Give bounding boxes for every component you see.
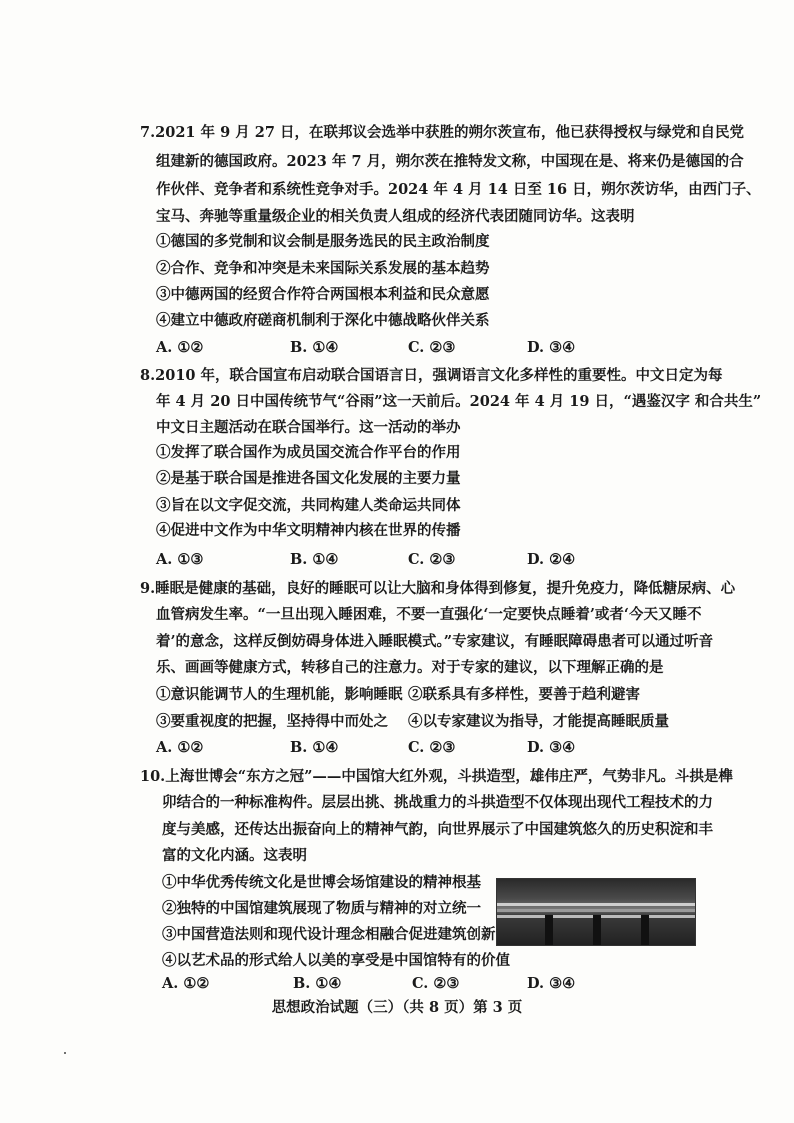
q7-choice-a[interactable]: A. ①② <box>156 339 204 356</box>
q8-line-3: 中文日主题活动在联合国举行。这一活动的举办 <box>156 419 461 436</box>
q9-line-4: 乐、画画等健康方式，转移自己的注意力。对于专家的建议，以下理解正确的是 <box>156 659 664 676</box>
page-footer: 思想政治试题（三）（共 8 页）第 3 页 <box>271 999 523 1016</box>
q7-line-4: 宝马、奔驰等重量级企业的相关负责人组成的经济代表团随同访华。这表明 <box>156 208 635 225</box>
scan-speck <box>64 1052 66 1054</box>
q9-choice-d[interactable]: D. ③④ <box>527 739 576 756</box>
q9-option-3: ③要重视度的把握，坚持得中而处之 <box>156 713 388 730</box>
q10-choice-d[interactable]: D. ③④ <box>527 975 576 992</box>
q7-line-1: 7.2021 年 9 月 27 日，在联邦议会选举中获胜的朔尔茨宣布，他已获得授权与绿党和自民党 <box>140 124 744 141</box>
q10-line-2: 卯结合的一种标准构件。层层出挑、挑战重力的斗拱造型不仅体现出现代工程技术的力 <box>162 794 713 811</box>
q7-line-2: 组建新的德国政府。2023 年 7 月，朔尔茨在推特发文称，中国现在是、将来仍是德国的合 <box>156 153 744 170</box>
q7-choice-c[interactable]: C. ②③ <box>408 339 456 356</box>
q8-line-1: 8.2010 年，联合国宣布启动联合国语言日，强调语言文化多样性的重要性。中文日定为每 <box>140 367 723 384</box>
q10-choice-a[interactable]: A. ①② <box>162 975 210 992</box>
q9-option-4: ④以专家建议为指导，才能提高睡眠质量 <box>408 713 669 730</box>
q9-option-1: ①意识能调节人的生理机能，影响睡眠 <box>156 686 403 703</box>
q9-line-2: 血管病发生率。“一旦出现入睡困难，不要一直强化‘一定要快点睡着’或者‘今天又睡不 <box>156 606 702 623</box>
q10-line-4: 富的文化内涵。这表明 <box>162 847 307 864</box>
china-pavilion-photo <box>496 878 696 946</box>
q7-option-4: ④建立中德政府磋商机制利于深化中德战略伙伴关系 <box>156 312 490 329</box>
q10-line-1: 10.上海世博会“东方之冠”——中国馆大红外观，斗拱造型，雄伟庄严，气势非凡。斗拱是榫 <box>140 768 733 785</box>
q10-option-2: ②独特的中国馆建筑展现了物质与精神的对立统一 <box>162 900 481 917</box>
q7-option-2: ②合作、竞争和冲突是未来国际关系发展的基本趋势 <box>156 260 490 277</box>
q9-choice-c[interactable]: C. ②③ <box>408 739 456 756</box>
q10-option-4: ④以艺术品的形式给人以美的享受是中国馆特有的价值 <box>162 952 510 969</box>
q10-option-3: ③中国营造法则和现代设计理念相融合促进建筑创新 <box>162 926 496 943</box>
q10-option-1: ①中华优秀传统文化是世博会场馆建设的精神根基 <box>162 874 481 891</box>
q8-line-2: 年 4 月 20 日中国传统节气“谷雨”这一天前后。2024 年 4 月 19 日，“遇鉴汉字 和合共生” <box>156 393 762 410</box>
q9-option-2: ②联系具有多样性，要善于趋利避害 <box>408 686 640 703</box>
q7-choice-b[interactable]: B. ①④ <box>290 339 339 356</box>
q8-choice-c[interactable]: C. ②③ <box>408 551 456 568</box>
q8-choice-a[interactable]: A. ①③ <box>156 551 204 568</box>
q8-option-4: ④促进中文作为中华文明精神内核在世界的传播 <box>156 522 461 539</box>
q9-line-3: 着’的意念，这样反倒妨碍身体进入睡眠模式。”专家建议，有睡眠障碍患者可以通过听音 <box>156 633 714 650</box>
q8-option-3: ③旨在以文字促交流，共同构建人类命运共同体 <box>156 497 461 514</box>
q9-choice-b[interactable]: B. ①④ <box>290 739 339 756</box>
q10-choice-c[interactable]: C. ②③ <box>412 975 460 992</box>
q7-option-1: ①德国的多党制和议会制是服务选民的民主政治制度 <box>156 233 490 250</box>
q8-choice-d[interactable]: D. ②④ <box>527 551 576 568</box>
q7-option-3: ③中德两国的经贸合作符合两国根本利益和民众意愿 <box>156 286 490 303</box>
q8-option-2: ②是基于联合国是推进各国文化发展的主要力量 <box>156 470 461 487</box>
q9-choice-a[interactable]: A. ①② <box>156 739 204 756</box>
q9-line-1: 9.睡眠是健康的基础，良好的睡眠可以让大脑和身体得到修复，提升免疫力，降低糖尿病、心 <box>140 580 736 597</box>
q10-line-3: 度与美感，还传达出振奋向上的精神气韵，向世界展示了中国建筑悠久的历史积淀和丰 <box>162 821 713 838</box>
q8-choice-b[interactable]: B. ①④ <box>290 551 339 568</box>
q7-line-3: 作伙伴、竞争者和系统性竞争对手。2024 年 4 月 14 日至 16 日，朔尔茨访华，由西门子、 <box>156 181 761 198</box>
q10-choice-b[interactable]: B. ①④ <box>293 975 342 992</box>
q8-option-1: ①发挥了联合国作为成员国交流合作平台的作用 <box>156 444 461 461</box>
q7-choice-d[interactable]: D. ③④ <box>527 339 576 356</box>
